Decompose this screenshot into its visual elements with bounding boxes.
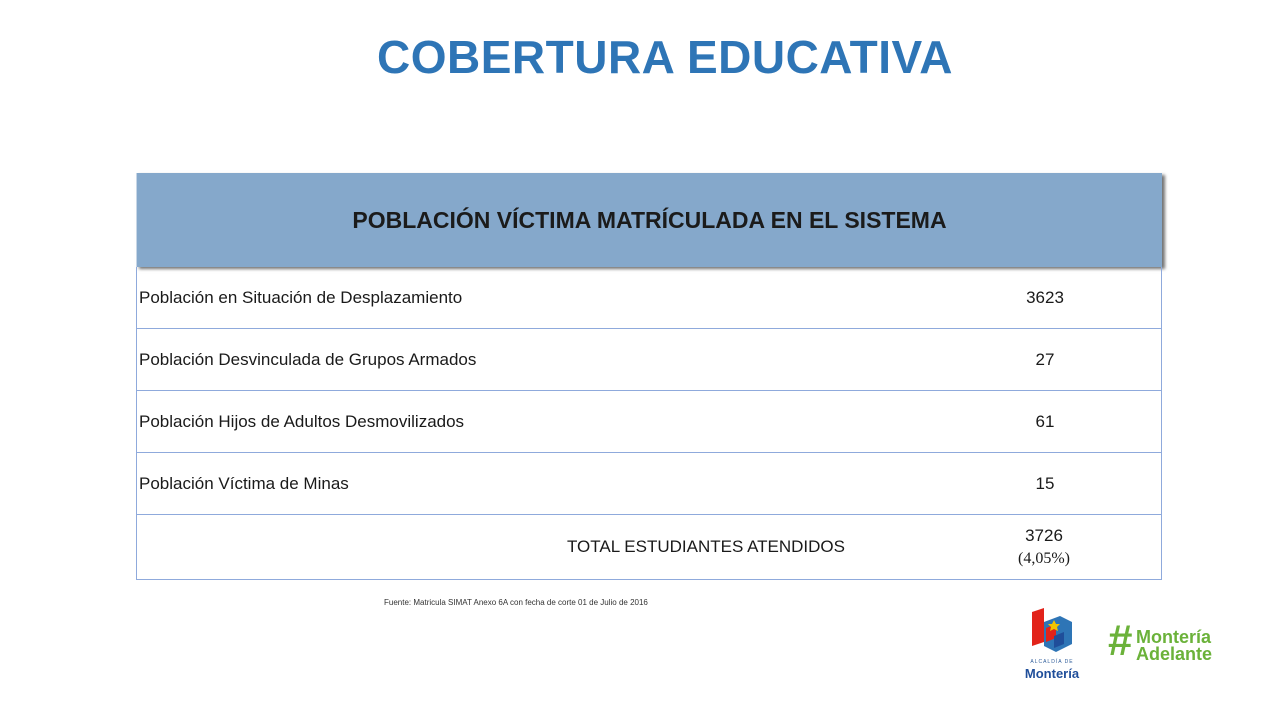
row-value: 61 <box>1035 411 1055 431</box>
alcaldia-emblem-icon <box>1020 608 1084 660</box>
row-label: Población Víctima de Minas <box>139 473 349 493</box>
total-percent: (4,05%) <box>1018 549 1070 567</box>
alcaldia-name: Montería <box>1024 666 1080 681</box>
row-value: 3623 <box>1026 287 1064 307</box>
row-label: Población Hijos de Adultos Desmovilizados <box>139 411 465 431</box>
table-row <box>137 267 1161 329</box>
total-label: TOTAL ESTUDIANTES ATENDIDOS <box>566 537 845 556</box>
table-row <box>137 453 1161 515</box>
row-value: 27 <box>1035 349 1055 369</box>
table-row <box>137 391 1161 453</box>
table-body <box>136 267 1162 580</box>
alcaldia-monteria-logo <box>1020 608 1084 684</box>
hashtag-line1: Montería <box>1136 627 1212 647</box>
victim-population-table <box>136 173 1162 580</box>
total-value: 3726 <box>1025 525 1063 545</box>
monteria-adelante-logo <box>1108 616 1228 665</box>
row-value: 15 <box>1035 473 1055 493</box>
total-row <box>137 515 1161 580</box>
hashtag-line2: Adelante <box>1136 644 1213 664</box>
source-note: Fuente: Matricula SIMAT Anexo 6A con fecha de corte 01 de Julio de 2016 <box>384 598 648 607</box>
table-row <box>137 329 1161 391</box>
alcaldia-caption: ALCALDÍA DE <box>1030 659 1074 665</box>
row-label: Población Desvinculada de Grupos Armados <box>139 349 477 369</box>
page-title: COBERTURA EDUCATIVA <box>377 31 953 83</box>
hashtag-icon: # <box>1108 616 1133 665</box>
row-label: Población en Situación de Desplazamiento <box>139 287 463 307</box>
total-value-cell <box>927 525 1161 570</box>
table-header: POBLACIÓN VÍCTIMA MATRÍCULADA EN EL SISTEMA <box>136 173 1162 267</box>
